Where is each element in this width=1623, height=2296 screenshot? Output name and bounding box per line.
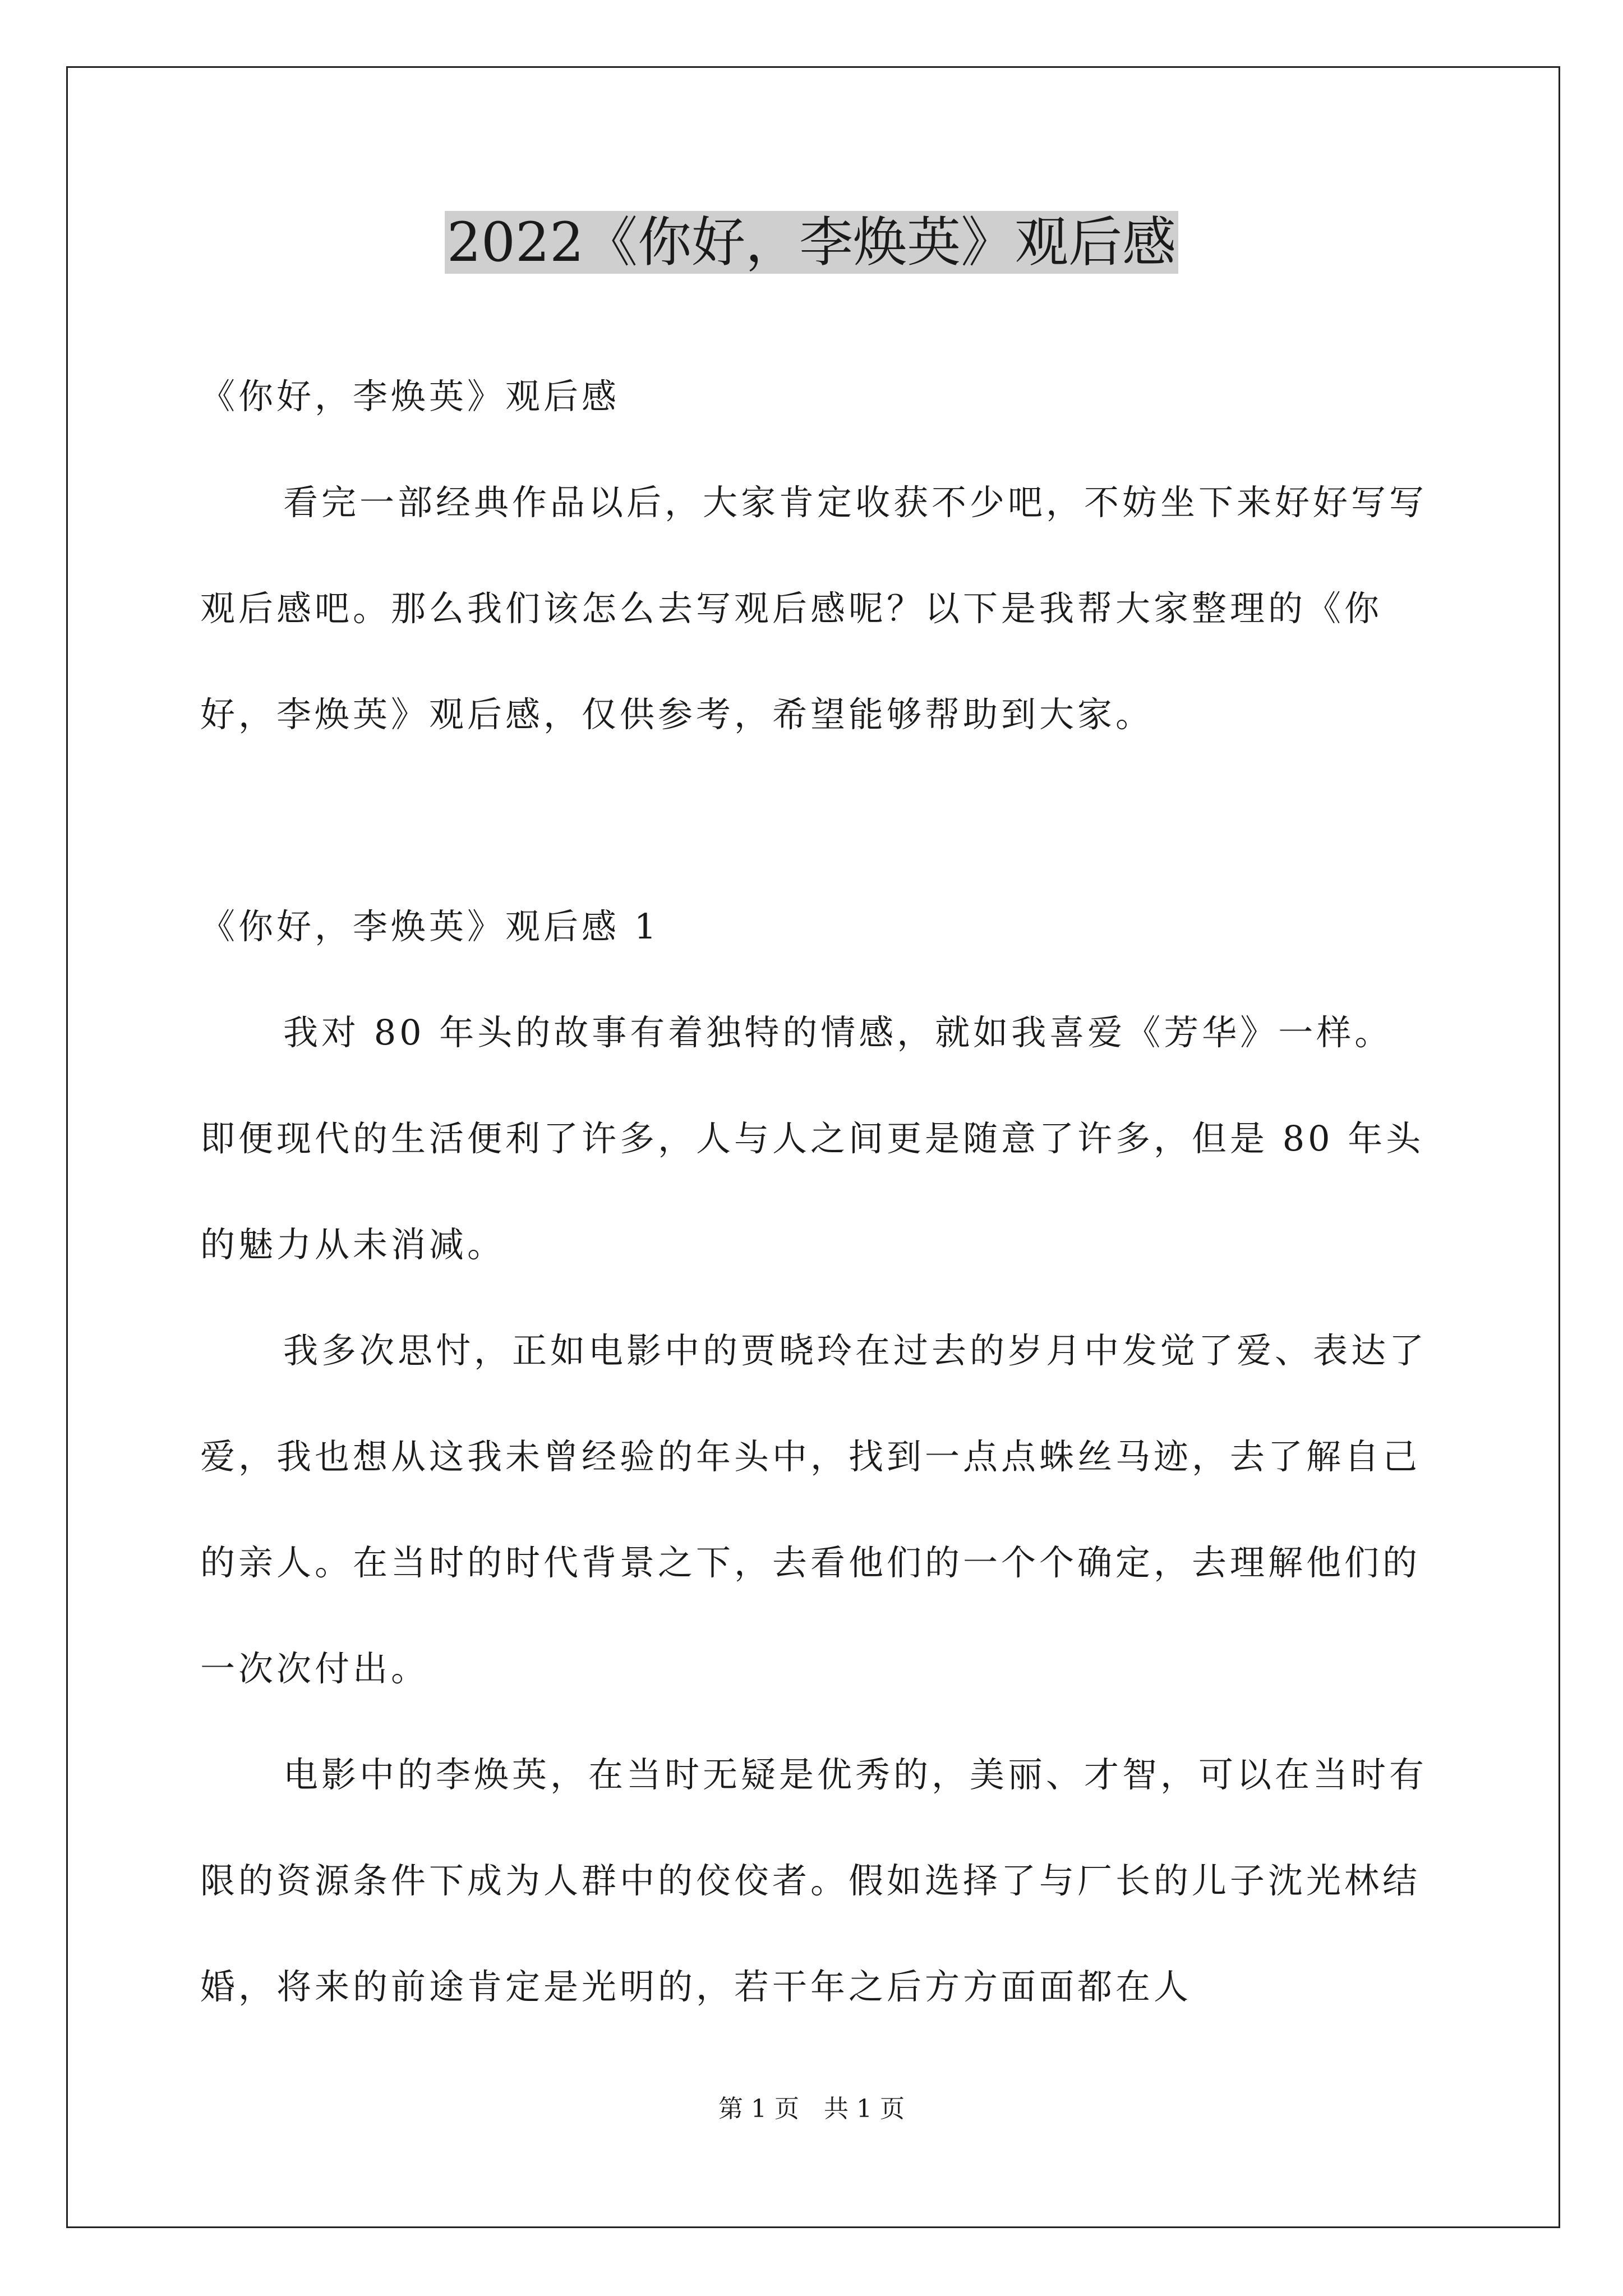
page-number-footer: 第 1 页 共 1 页: [718, 2095, 905, 2123]
body-paragraph-1: 我对 80 年头的故事有着独特的情感，就如我喜爱《芳华》一样。即便现代的生活便利了许多，人与人之间更是随意了许多，但是 80 年头的魅力从未消减。: [200, 1012, 1424, 1265]
body-paragraph-3: 电影中的李焕英，在当时无疑是优秀的，美丽、才智，可以在当时有限的资源条件下成为人群中的佼佼者。假如选择了与厂长的儿子沈光林结婚，将来的前途肯定是光明的，若干年之后方方面面都在人: [200, 1754, 1428, 2007]
document-title-text: 2022《你好，李焕英》观后感: [445, 211, 1178, 274]
intro-paragraph: 看完一部经典作品以后，大家肯定收获不少吧，不妨坐下来好好写写观后感吧。那么我们该怎么去写观后感呢？以下是我帮大家整理的《你好，李焕英》观后感，仅供参考，希望能够帮助到大家。: [200, 482, 1428, 735]
document-subtitle: 《你好，李焕英》观后感: [200, 376, 620, 417]
document-title: [0, 203, 1623, 282]
body-paragraph-2: 我多次思忖，正如电影中的贾晓玲在过去的岁月中发觉了爱、表达了爱，我也想从这我未曾经验的年头中，找到一点点蛛丝马迹，去了解自己的亲人。在当时的时代背景之下，去看他们的一个个确定，去理解他们的一次次付出。: [200, 1330, 1428, 1689]
document-body: [200, 343, 1428, 2040]
section-heading: 《你好，李焕英》观后感 1: [200, 906, 660, 947]
